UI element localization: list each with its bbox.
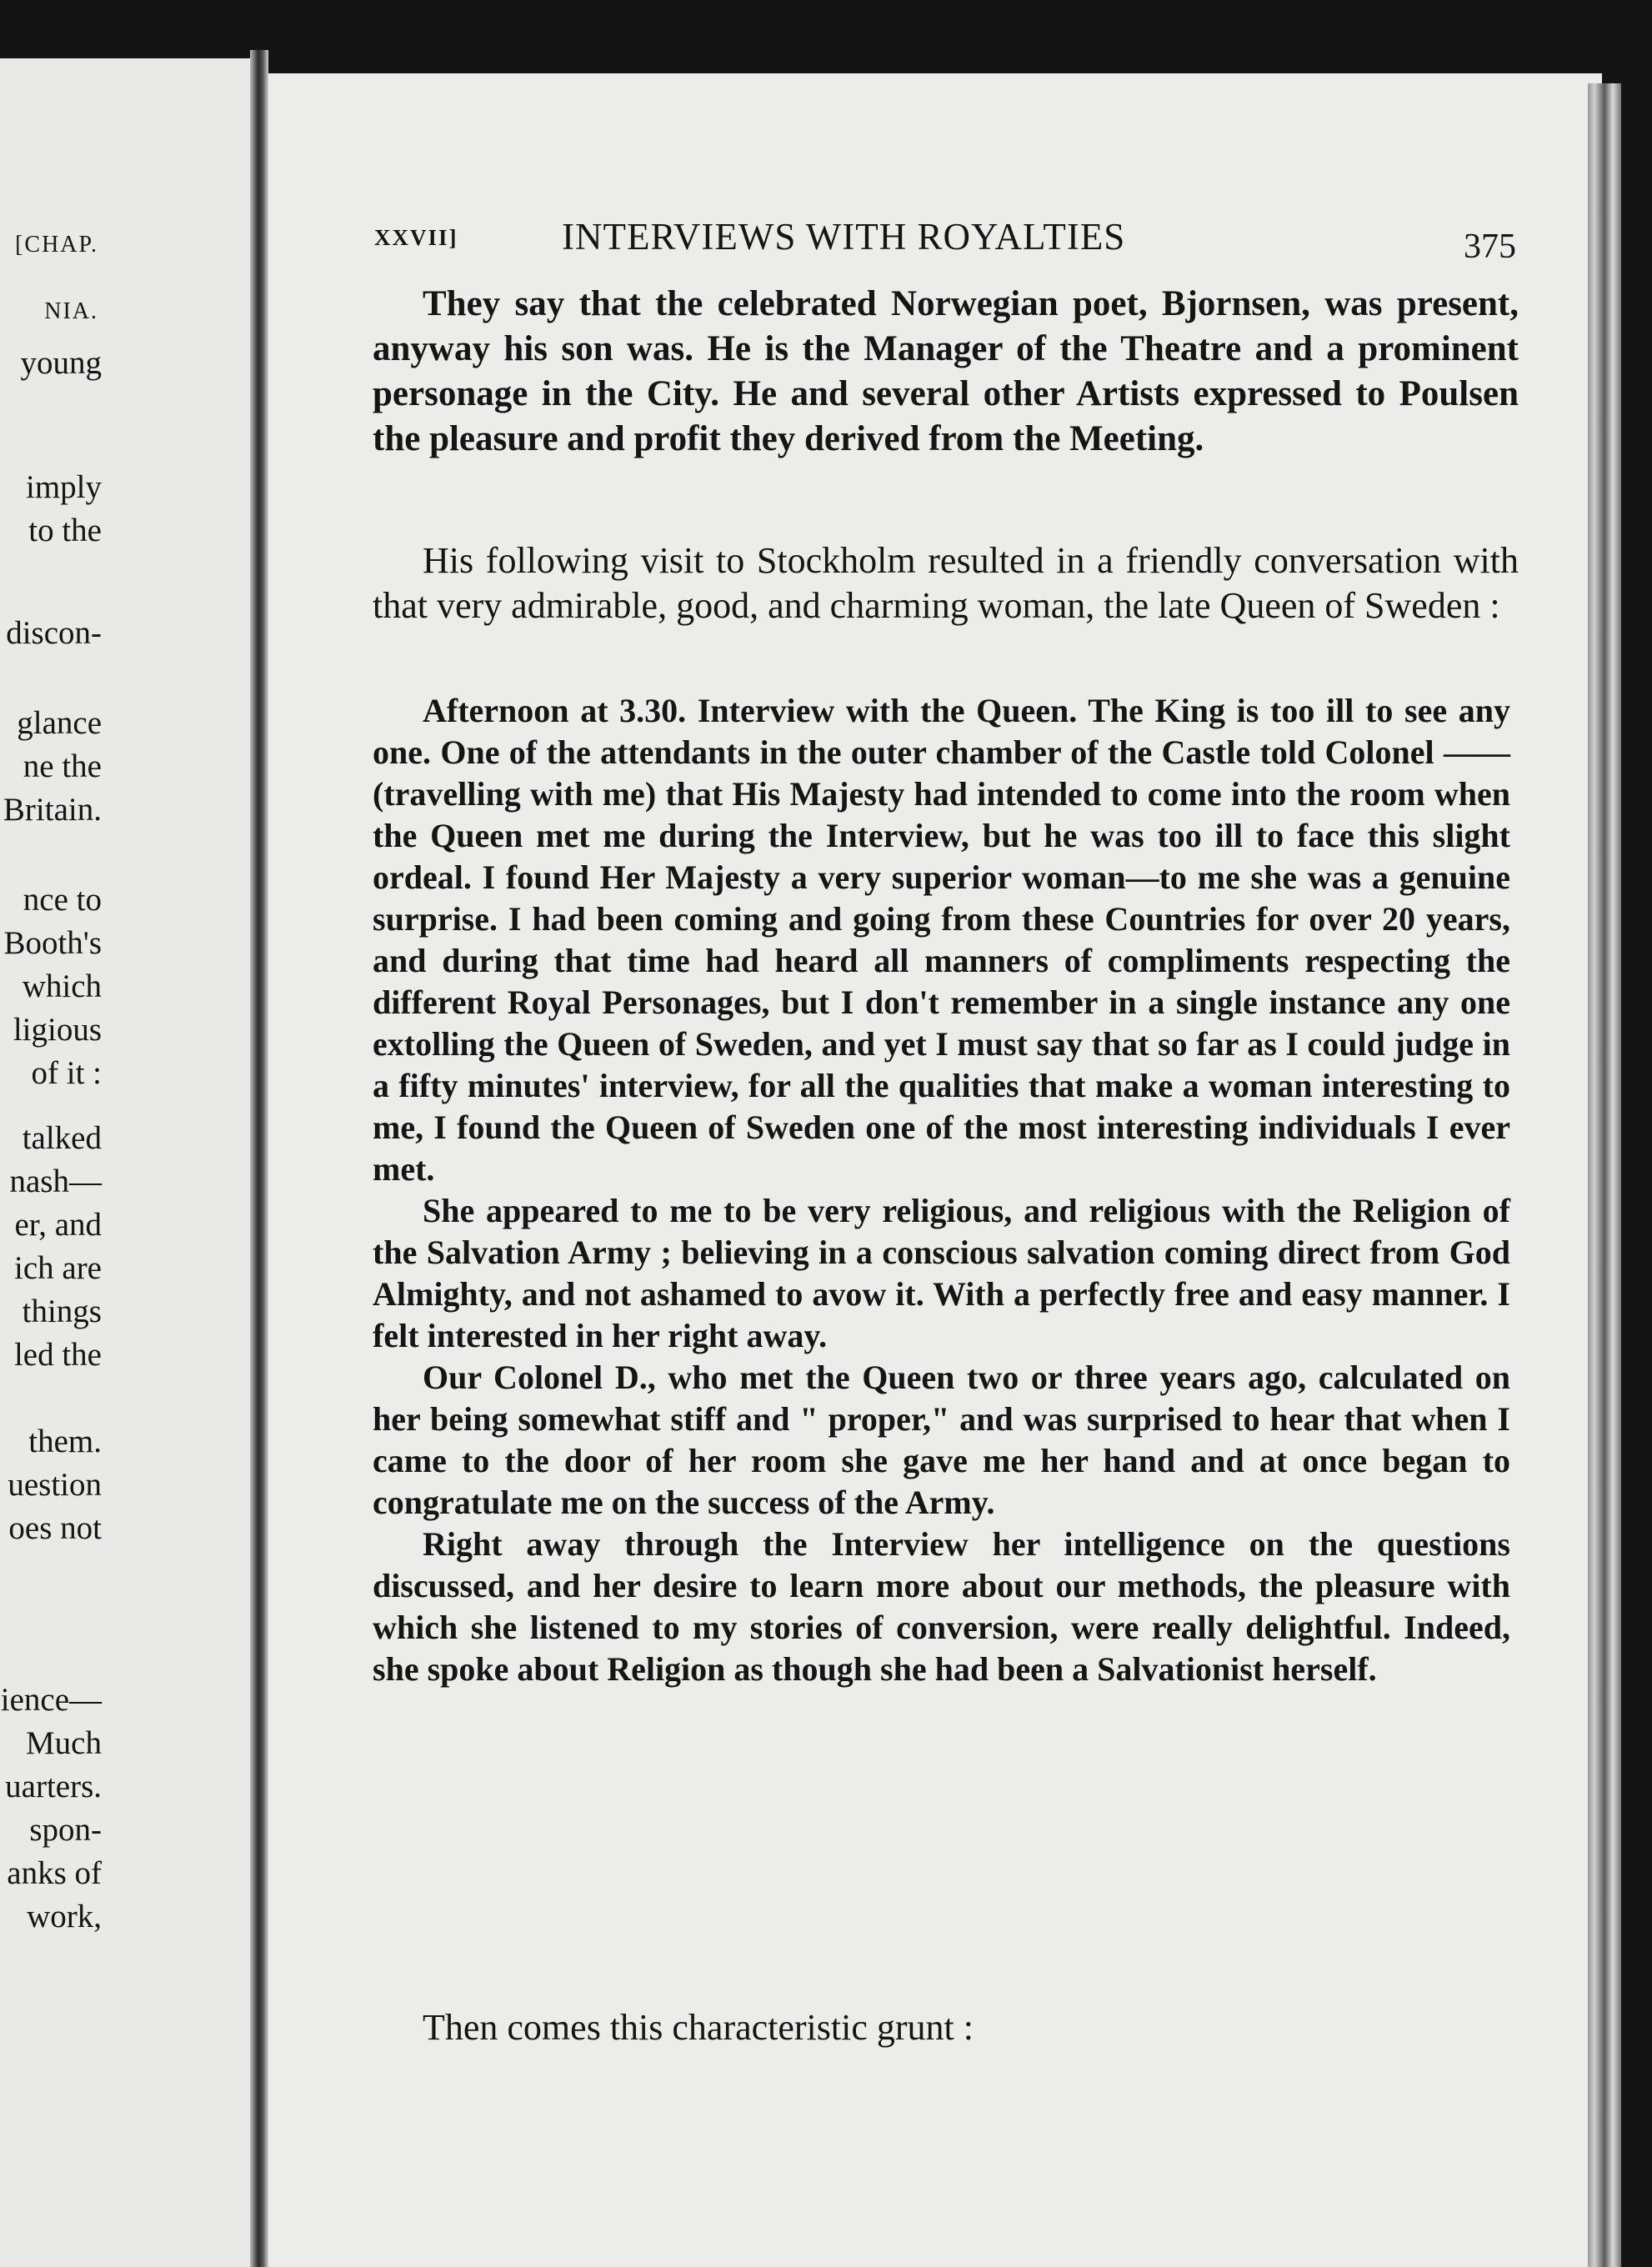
left-page-line: Booth's (3, 925, 102, 961)
paragraph: Then comes this characteristic grunt : (423, 2007, 974, 2048)
left-page-line: spon- (29, 1812, 102, 1848)
book-gutter (250, 50, 268, 2267)
left-page-line: ne the (23, 748, 102, 784)
chapter-marker: XXVII] (374, 225, 458, 250)
running-header (374, 215, 1516, 265)
diary-paragraph: She appeared to me to be very religious, and religious with the Religion of the Salvation Army ; believing in a conscious salvation coming direct from God Almighty, and not ashamed to avow it. With a perfectly free and easy manner. I felt interested in her right away. (373, 1192, 1510, 1354)
previous-page-fragment (0, 58, 250, 2267)
left-page-line: to the (28, 513, 102, 548)
paragraph: They say that the celebrated Norwegian poet, Bjornsen, was present, anyway his son was. He is the Manager of the Theatre and a prominent personage in the City. He and several other Artists expressed to Poulsen the pleasure and profit they derived from the Meeting. (373, 284, 1519, 458)
page-375 (268, 73, 1602, 2267)
left-page-line: them. (28, 1424, 102, 1459)
left-page-line: talked (22, 1120, 102, 1156)
left-page-line: anks of (7, 1855, 102, 1891)
quoted-diary-block (373, 690, 1510, 1690)
left-page-line: Much (26, 1725, 102, 1761)
page-edge-shadow (1588, 83, 1621, 2267)
diary-paragraph: Right away through the Interview her intelligence on the questions discussed, and her desire to learn more about our methods, the pleasure with which she listened to my stories of conversion, were really delightful. Indeed, she spoke about Religion as though she had been a Salvationist herself. (373, 1525, 1510, 1688)
left-page-line: [CHAP. (15, 232, 98, 258)
left-page-line: led the (13, 1337, 102, 1373)
paragraph: His following visit to Stockholm resulted in a friendly conversation with that very admirable, good, and charming woman, the late Queen of Sweden : (373, 540, 1519, 626)
left-page-line: NIA. (44, 298, 98, 324)
intro-paragraph-block (373, 282, 1519, 462)
left-page-line: uarters. (5, 1769, 102, 1804)
left-page-line: nce to (23, 882, 102, 918)
left-page-line: oes not (8, 1510, 102, 1546)
left-page-line: ich are (13, 1250, 102, 1286)
left-page-line: Britain. (3, 792, 102, 828)
transition-paragraph-block (373, 538, 1519, 628)
left-page-line: imply (25, 469, 102, 505)
left-page-line: which (22, 968, 102, 1004)
left-page-line: discon- (6, 615, 102, 651)
diary-paragraph: Our Colonel D., who met the Queen two or three years ago, calculated on her being somewhat stiff and " proper," and was surprised to hear that when I came to the door of her room she gave me her hand and at once began to congratulate me on the success of the Army. (373, 1359, 1510, 1521)
left-page-line: uestion (8, 1467, 102, 1503)
diary-paragraph: Afternoon at 3.30. Interview with the Queen. The King is too ill to see any one. One of the attendants in the outer chamber of the Castle told Colonel —— (travelling with me) that His Majesty had intended to come into the room when the Queen met me during the Interview, but he was too ill to face this slight ordeal. I found Her Majesty a very superior woman—to me she was a genuine surprise. I had been coming and going from these Countries for over 20 years, and during that time had heard all manners of compliments respecting the different Royal Personages, but I don't remember in a single instance any one extolling the Queen of Sweden, and yet I must say that so far as I could judge in a fifty minutes' interview, for all the qualities that make a woman interesting to me, I found the Queen of Sweden one of the most interesting individuals I ever met. (373, 692, 1510, 1188)
page-number: 375 (1464, 228, 1516, 266)
left-page-line: ligious (13, 1012, 102, 1048)
left-page-line: things (22, 1294, 102, 1329)
left-page-line: work, (27, 1899, 102, 1934)
left-page-line: of it : (31, 1055, 102, 1091)
left-page-line: ience— (0, 1682, 102, 1718)
left-page-line: young (20, 345, 102, 381)
left-page-line: nash— (9, 1164, 102, 1199)
closing-line-block (373, 2005, 1519, 2050)
left-page-line: er, and (14, 1207, 102, 1243)
left-page-line: glance (17, 705, 102, 741)
running-title: INTERVIEWS WITH ROYALTIES (562, 216, 1126, 258)
